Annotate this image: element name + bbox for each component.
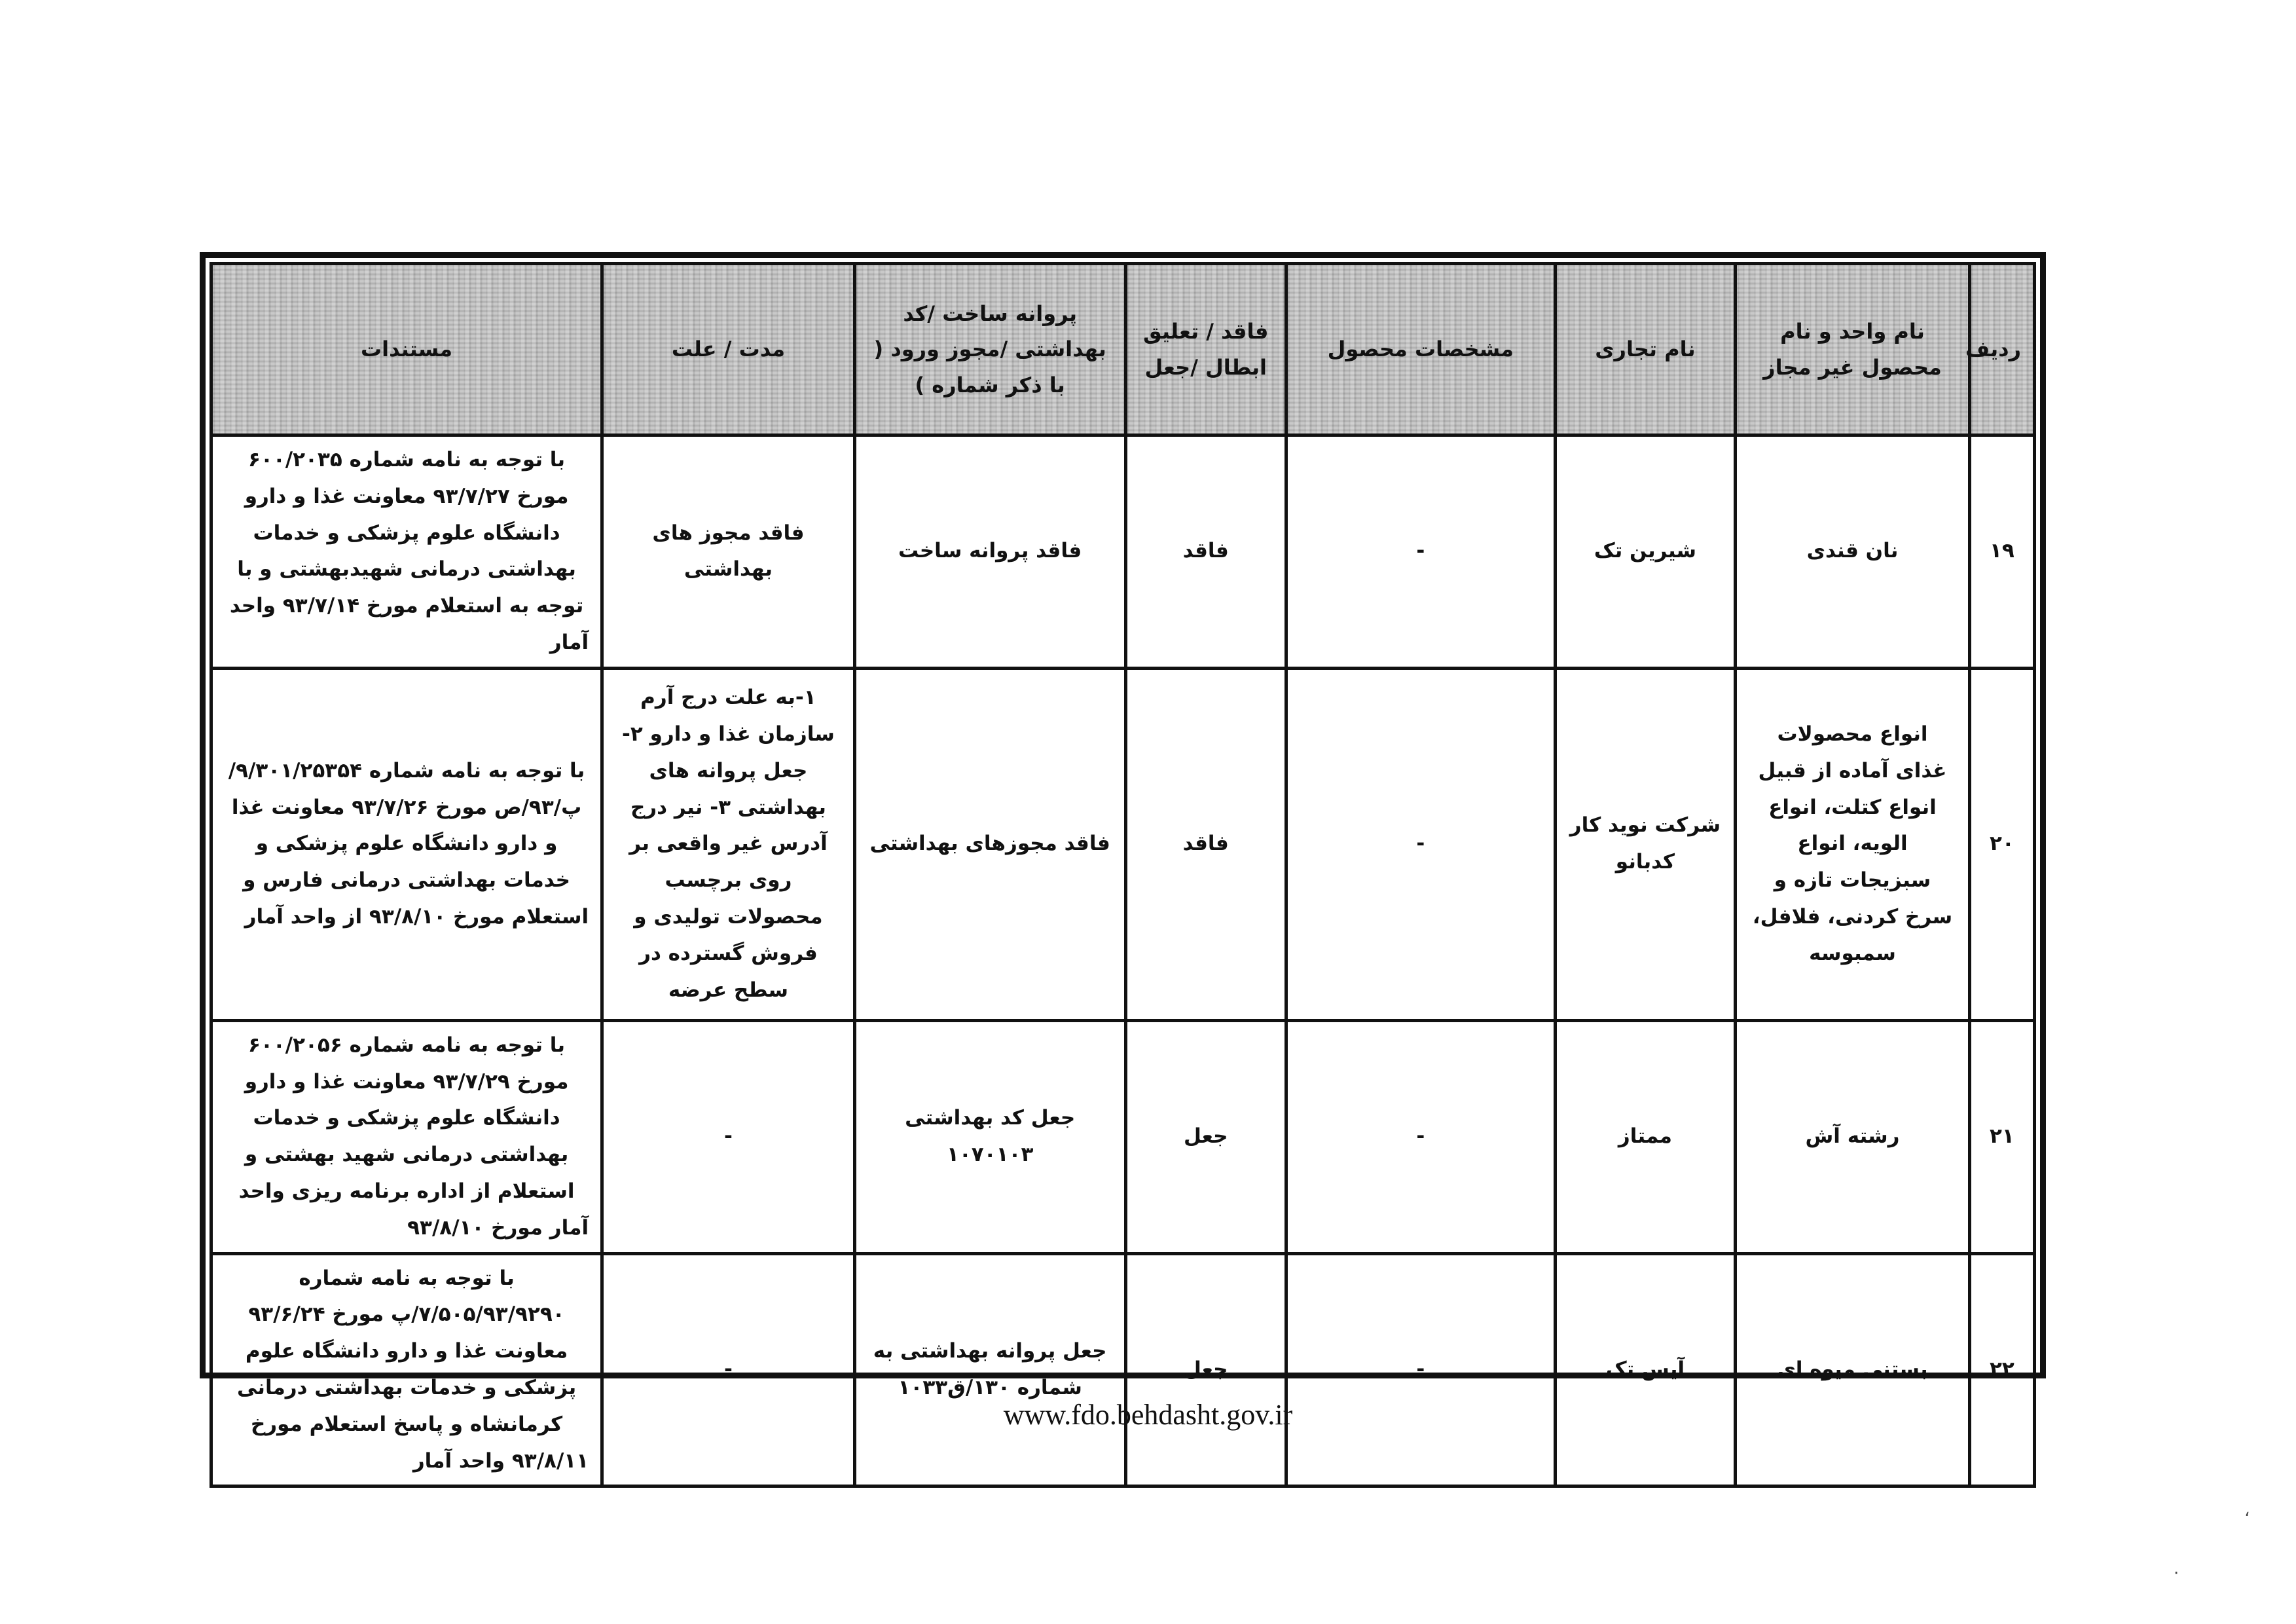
scan-mark: · (2174, 1564, 2179, 1583)
cell-license: جعل پروانه بهداشتی به شماره ۱۳۰/ق۱۰۳۳ (854, 1253, 1125, 1486)
cell-row-number: ۲۱ (1969, 1020, 2034, 1253)
cell-specs: - (1286, 668, 1555, 1020)
cell-status: جعل (1125, 1253, 1286, 1486)
scan-mark: ، (2244, 1501, 2250, 1521)
cell-reason: - (602, 1020, 855, 1253)
cell-row-number: ۲۲ (1969, 1253, 2034, 1486)
cell-docs: با توجه به نامه شماره ۶۰۰/۲۰۵۶ مورخ ۹۳/۷/۲۹ معاونت غذا و دارو دانشگاه علوم پزشکی و خدمات بهداشتی درمانی شهید بهشتی و استعلام از اداره برنامه ریزی واحد آمار مورخ ۹۳/۸/۱۰ (211, 1020, 602, 1253)
cell-status: جعل (1125, 1020, 1286, 1253)
header-row-number: ردیف (1969, 264, 2034, 435)
cell-brand: شرکت نوید کار کدبانو (1555, 668, 1735, 1020)
cell-license: فاقد پروانه ساخت (854, 435, 1125, 669)
cell-reason: فاقد مجوز های بهداشتی (602, 435, 855, 669)
table-row (211, 1253, 2035, 1486)
cell-specs: - (1286, 1253, 1555, 1486)
cell-row-number: ۱۹ (1969, 435, 2034, 669)
cell-docs: با توجه به نامه شماره ۹/۳۰۱/۲۵۳۵۴/پ/۹۳/ص مورخ ۹۳/۷/۲۶ معاونت غذا و دارو دانشگاه علوم پزشکی و خدمات بهداشتی درمانی فارس و استعلام مورخ ۹۳/۸/۱۰ از واحد آمار (211, 668, 602, 1020)
header-docs: مستندات (211, 264, 602, 435)
header-license: پروانه ساخت /کد بهداشتی /مجوز ورود ( با ذکر شماره ) (854, 264, 1125, 435)
cell-specs: - (1286, 1020, 1555, 1253)
header-row (211, 264, 2035, 435)
cell-license: فاقد مجوزهای بهداشتی (854, 668, 1125, 1020)
cell-status: فاقد (1125, 668, 1286, 1020)
cell-unit-product: انواع محصولات غذای آماده از قبیل انواع کتلت، انواع الویه، انواع سبزیجات تازه و سرخ کردنی، فلافل، سمبوسه (1736, 668, 1970, 1020)
cell-status: فاقد (1125, 435, 1286, 669)
table-row (211, 435, 2035, 669)
cell-docs: با توجه به نامه شماره ۷/۵۰۵/۹۳/۹۲۹۰/پ مورخ ۹۳/۶/۲۴ معاونت غذا و دارو دانشگاه علوم پزشکی و خدمات بهداشتی درمانی کرمانشاه و پاسخ استعلام مورخ ۹۳/۸/۱۱ واحد آمار (211, 1253, 602, 1486)
footer-url: www.fdo.behdasht.gov.ir (1003, 1399, 1293, 1431)
header-specs: مشخصات محصول (1286, 264, 1555, 435)
table-row (211, 668, 2035, 1020)
header-brand: نام تجاری (1555, 264, 1735, 435)
cell-docs: با توجه به نامه شماره ۶۰۰/۲۰۳۵ مورخ ۹۳/۷/۲۷ معاونت غذا و دارو دانشگاه علوم پزشکی و خدمات بهداشتی درمانی شهیدبهشتی و با توجه به استعلام مورخ ۹۳/۷/۱۴ واحد آمار (211, 435, 602, 669)
cell-brand: شیرین تک (1555, 435, 1735, 669)
table-row (211, 1020, 2035, 1253)
cell-brand: ممتاز (1555, 1020, 1735, 1253)
cell-brand: آیس تک (1555, 1253, 1735, 1486)
cell-row-number: ۲۰ (1969, 668, 2034, 1020)
cell-reason: - (602, 1253, 855, 1486)
violations-table (210, 262, 2036, 1488)
cell-unit-product: رشته آش (1736, 1020, 1970, 1253)
cell-reason: ۱-به علت درج آرم سازمان غذا و دارو ۲- جعل پروانه های بهداشتی ۳- نیر درج آدرس غیر واقعی بر روی برچسب محصولات تولیدی و فروش گسترده در سطح عرضه (602, 668, 855, 1020)
cell-license: جعل کد بهداشتی ۱۰۷۰۱۰۳ (854, 1020, 1125, 1253)
header-unit-product: نام واحد و نام محصول غیر مجاز (1736, 264, 1970, 435)
header-status: فاقد / تعلیق ابطال /جعل (1125, 264, 1286, 435)
cell-specs: - (1286, 435, 1555, 669)
cell-unit-product: نان قندی (1736, 435, 1970, 669)
header-reason: مدت / علت (602, 264, 855, 435)
cell-unit-product: بستنی میوه ای (1736, 1253, 1970, 1486)
